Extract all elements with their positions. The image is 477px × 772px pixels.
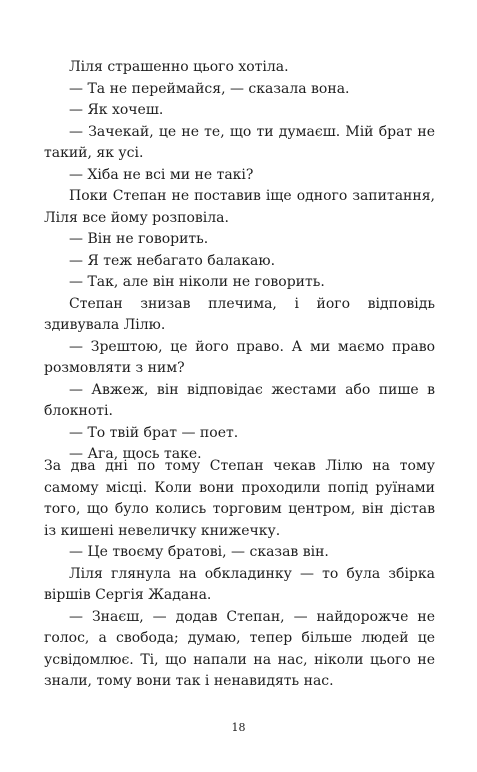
text-block-scene — [44, 456, 435, 693]
paragraph: — Зрештою, це його право. А ми маємо право розмовляти з ним? — [44, 338, 435, 376]
paragraph: — Знаєш, — додав Степан, — найдорожче не голос, а свобода; думаю, тепер більше людей це усвідомлює. Ті, що напали на нас, ніколи цього не знали, тому вони так і ненавидять нас. — [44, 608, 435, 689]
paragraph: — Він не говорить. — [69, 231, 209, 247]
paragraph: — Зачекай, це не те, що ти думаєш. Мій брат не такий, як усі. — [44, 123, 435, 161]
paragraph: Ліля страшенно цього хотіла. — [69, 59, 289, 75]
paragraph: Ліля глянула на обкладинку — то була збірка віршів Сергія Жадана. — [44, 565, 435, 603]
paragraph: — Авжеж, він відповідає жестами або пише в блокноті. — [44, 381, 435, 419]
page-number: 18 — [231, 721, 246, 734]
paragraph: — Як хочеш. — [69, 102, 164, 118]
text-block-dialogue — [44, 57, 435, 466]
paragraph: — То твій брат — поет. — [69, 424, 239, 441]
paragraph: — Це твоєму братові, — сказав він. — [69, 544, 329, 560]
paragraph: — Я теж небагато балакаю. — [69, 252, 276, 269]
paragraph: Степан знизав плечима, і його відповідь здивувала Лілю. — [44, 295, 435, 333]
paragraph: — Ага, щось таке. — [69, 446, 202, 462]
paragraph: — Та не переймайся, — сказала вона. — [69, 80, 350, 97]
paragraph: — Хіба не всі ми не такі? — [69, 166, 254, 183]
paragraph: — Так, але він ніколи не говорить. — [69, 274, 325, 290]
paragraph: За два дні по тому Степан чекав Лілю на тому самому місці. Коли вони проходили попід руїнами того, що було колись торговим центром, він дістав із кишені невеличку книжечку. — [44, 458, 435, 539]
paragraph: Поки Степан не поставив іще одного запитання, Ліля все йому розповіла. — [44, 188, 435, 226]
